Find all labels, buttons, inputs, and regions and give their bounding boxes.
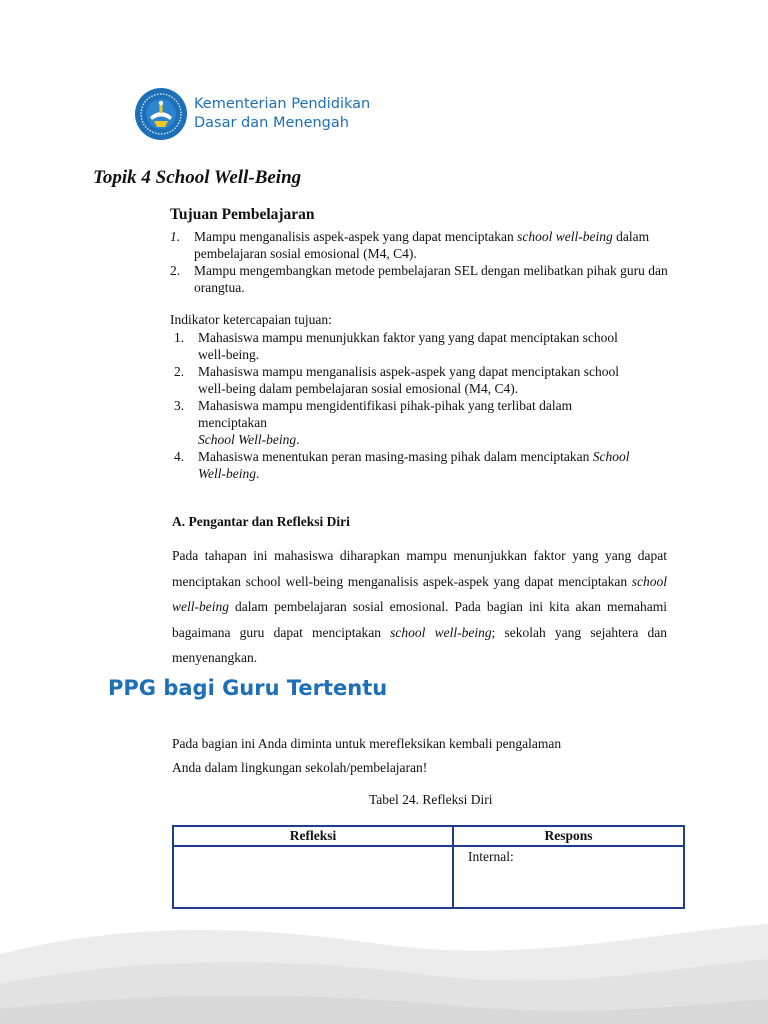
intro-line-2: Anda dalam lingkungan sekolah/pembelajaran! <box>172 760 428 775</box>
list-text-italic: School Well-being <box>198 449 630 481</box>
table-cell-refleksi[interactable] <box>173 846 453 908</box>
section-a-paragraph <box>172 543 667 671</box>
logo-line-1: Kementerian Pendidikan <box>194 96 371 112</box>
list-text: . <box>256 466 260 481</box>
list-item <box>174 363 644 397</box>
list-item <box>174 448 644 482</box>
table-header-refleksi: Refleksi <box>173 826 453 846</box>
indicator-title: Indikator ketercapaian tujuan: <box>170 312 332 327</box>
list-text-italic: school well-being <box>517 229 613 244</box>
list-item <box>174 397 644 448</box>
topic-title: Topik 4 School Well-Being <box>93 167 302 188</box>
list-text: Mahasiswa menentukan peran masing-masing pihak dalam menciptakan <box>198 449 593 464</box>
list-item <box>170 262 680 296</box>
list-text: Mahasiswa mampu menunjukkan faktor yang yang dapat menciptakan school well-being. <box>198 330 618 362</box>
logo-line-2: Dasar dan Menengah <box>194 115 349 131</box>
list-text: Mampu mengembangkan metode pembelajaran SEL dengan melibatkan pihak guru dan orangtua. <box>194 263 668 295</box>
list-number: 4. <box>174 449 185 464</box>
section-a-title: A. Pengantar dan Refleksi Diri <box>172 514 350 529</box>
list-text: Mampu menganalisis aspek-aspek yang dapat menciptakan <box>194 229 518 244</box>
paragraph-italic: school well-being <box>390 624 492 640</box>
list-number: 1. <box>170 229 181 244</box>
list-number: 1. <box>174 330 185 345</box>
list-text: . <box>296 432 300 447</box>
list-text: dalam pembelajaran sosial emosional (M4, C4). <box>194 229 650 261</box>
table-header-respons: Respons <box>453 826 684 846</box>
paragraph-text: ; sekolah yang sejahtera dan menyenangkan. <box>172 624 667 665</box>
list-number: 2. <box>170 263 181 278</box>
list-text: Mahasiswa mampu mengidentifikasi pihak-pihak yang terlibat dalam menciptakan <box>198 398 573 430</box>
list-number: 3. <box>174 398 185 413</box>
table-caption: Tabel 24. Refleksi Diri <box>369 792 493 807</box>
list-number: 2. <box>174 364 185 379</box>
paragraph-text: Pada tahapan ini mahasiswa diharapkan mampu menunjukkan faktor yang yang dapat menciptakan school well-being menganalisis aspek-aspek yang dapat menciptakan <box>172 548 667 589</box>
reflection-table <box>172 825 685 909</box>
ministry-logo <box>134 87 370 141</box>
table-cell-respons[interactable]: Internal: <box>453 846 684 908</box>
learning-objectives-list <box>170 228 680 296</box>
list-item <box>174 329 644 363</box>
list-item <box>170 228 680 262</box>
learning-objectives-title: Tujuan Pembelajaran <box>170 206 315 223</box>
list-text-italic: School Well-being <box>198 432 297 447</box>
paragraph-italic: school well-being <box>172 573 667 614</box>
reflection-intro <box>172 732 672 780</box>
table-header-row <box>173 826 684 846</box>
indicator-list <box>174 329 644 482</box>
list-text: Mahasiswa mampu menganalisis aspek-aspek yang dapat menciptakan school well-being dalam pembelajaran sosial emosional (M4, C4). <box>198 364 620 396</box>
intro-line-1: Pada bagian ini Anda diminta untuk merefleksikan kembali pengalaman <box>172 736 562 751</box>
ppg-heading: PPG bagi Guru Tertentu <box>108 676 388 700</box>
table-row <box>173 846 684 908</box>
paragraph-text: dalam pembelajaran sosial emosional. Pada bagian ini kita akan memahami bagaimana guru dapat menciptakan <box>172 599 667 640</box>
tut-wuri-handayani-seal-icon <box>134 87 188 141</box>
decorative-wave-background <box>0 914 768 1024</box>
